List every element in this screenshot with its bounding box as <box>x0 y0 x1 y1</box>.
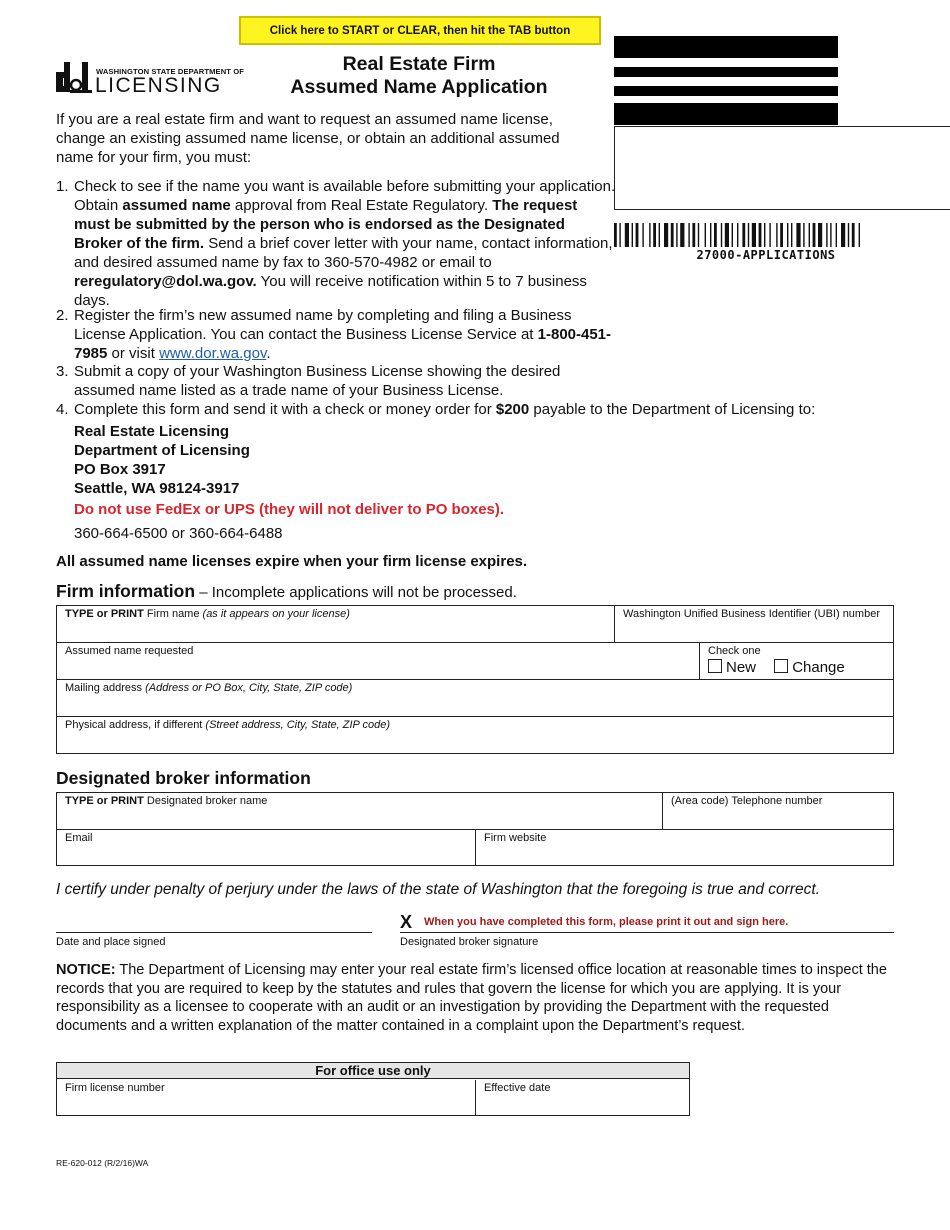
barcode-stripe <box>813 223 816 247</box>
barcode-stripe <box>721 223 722 247</box>
email-input[interactable] <box>61 847 471 863</box>
barcode-stripe <box>714 223 717 247</box>
barcode-stripe <box>759 223 762 247</box>
check-one-cell <box>699 642 894 680</box>
start-clear-button[interactable]: Click here to START or CLEAR, then hit the TAB button <box>239 16 601 45</box>
step-text <box>74 400 936 419</box>
barcode-stripe <box>852 223 855 247</box>
step-text-part: You will receive notification within 5 to 7 business days. <box>74 273 587 309</box>
expiration-note: All assumed name licenses expire when your firm license expires. <box>56 553 528 570</box>
ubi-input[interactable] <box>619 624 889 640</box>
assumed-name-cell <box>56 642 700 680</box>
physical-address-cell <box>56 716 894 754</box>
barcode-stripe <box>796 223 800 247</box>
barcode-stripe <box>830 223 831 247</box>
effective-date-label: Effective date <box>484 1082 551 1094</box>
step-1 <box>56 177 616 310</box>
step-text-part: Check to see if the name you want is available before submitting your application. Obtain <box>74 178 616 214</box>
physical-address-label: Physical address, if different (Street address, City, State, ZIP code) <box>65 719 391 731</box>
barcode-stripe <box>848 223 849 247</box>
barcode-stripe <box>803 223 804 247</box>
barcode-stripe <box>748 223 749 247</box>
office-stamp-box <box>614 126 950 210</box>
step-3 <box>56 362 616 400</box>
barcode-stripe <box>692 223 695 247</box>
new-checkbox-label: New <box>726 659 757 676</box>
barcode-stripe <box>826 223 827 247</box>
barcode-stripe <box>680 223 684 247</box>
change-checkbox-label: Change <box>792 659 845 676</box>
step-text <box>74 306 616 363</box>
barcode-stripe <box>752 223 756 247</box>
barcode-stripe <box>769 223 770 247</box>
certification-statement: I certify under penalty of perjury under the laws of the state of Washington that the foregoing is true and correct. <box>56 881 820 898</box>
firm-license-number-label: Firm license number <box>65 1082 165 1094</box>
barcode-stripe <box>725 223 729 247</box>
barcode-stripe <box>742 223 745 247</box>
broker-name-label: TYPE or PRINT Designated broker name <box>65 795 268 807</box>
office-use-heading: For office use only <box>57 1063 689 1079</box>
barcode-stripe <box>791 223 792 247</box>
sign-here-x-icon: X <box>400 912 413 932</box>
telephone-cell <box>662 792 894 830</box>
firm-section-heading <box>56 581 517 602</box>
intro-paragraph: If you are a real estate firm and want to request an assumed name license, change an existing assumed name license, or obtain an additional assumed name for your firm, you must: <box>56 111 560 166</box>
office-use-table <box>56 1062 690 1116</box>
step-number: 4. <box>56 401 69 418</box>
barcode-stripe <box>818 223 822 247</box>
email-cell <box>56 829 476 866</box>
step-text <box>74 177 616 310</box>
step-text-part: approval from Real Estate Regulatory. <box>230 197 493 214</box>
assumed-name-label: Assumed name requested <box>65 645 194 657</box>
effective-date-cell <box>476 1080 690 1116</box>
barcode-text: 27000-APPLICATIONS <box>696 248 836 262</box>
physical-address-input[interactable] <box>61 735 889 751</box>
change-checkbox[interactable] <box>774 659 788 673</box>
address-line: Real Estate Licensing <box>74 423 230 440</box>
firm-name-cell <box>56 605 615 643</box>
step-text: Submit a copy of your Washington Business License showing the desired assumed name listed as a trade name of your Business License. <box>74 363 561 399</box>
barcode-stripe <box>787 223 788 247</box>
form-code: RE-620-012 (R/2/16)WA <box>56 1158 149 1168</box>
barcode-stripe <box>705 223 706 247</box>
website-label: Firm website <box>484 832 547 844</box>
new-checkbox[interactable] <box>708 659 722 673</box>
dor-website-link[interactable]: www.dor.wa.gov <box>159 345 267 362</box>
phone-number: 1-800-451-7985 <box>74 326 612 362</box>
barcode-stripe <box>841 223 845 247</box>
barcode-stripe <box>664 223 668 247</box>
step-number: 2. <box>56 307 69 324</box>
step-text-part: or visit <box>107 345 160 362</box>
barcode-stripe <box>859 223 860 247</box>
barcode-stripe <box>764 223 765 247</box>
barcode-stripe <box>676 223 677 247</box>
logo-licensing-text: LICENSING <box>95 74 222 97</box>
website-input[interactable] <box>480 847 889 863</box>
assumed-name-input[interactable] <box>61 661 695 677</box>
step-2 <box>56 306 616 363</box>
mailing-address-label: Mailing address (Address or PO Box, City, State, ZIP code) <box>65 682 353 694</box>
barcode-stripe <box>653 223 656 247</box>
barcode-stripe <box>671 223 674 247</box>
date-place-label: Date and place signed <box>56 936 166 948</box>
title-line-2: Assumed Name Application <box>290 76 548 98</box>
signature-label: Designated broker signature <box>400 936 539 948</box>
notice-label: NOTICE: <box>56 962 116 978</box>
address-line: Department of Licensing <box>74 442 250 459</box>
dol-logo-icon <box>56 60 94 96</box>
ubi-cell <box>614 605 894 643</box>
signature-note: When you have completed this form, please print it out and sign here. <box>424 916 789 928</box>
firm-license-number-cell <box>57 1080 476 1116</box>
logo-department-text: WASHINGTON STATE DEPARTMENT OF <box>96 67 244 76</box>
broker-name-cell <box>56 792 663 830</box>
step-number: 1. <box>56 178 69 195</box>
step-text-part: payable to the Department of Licensing to: <box>529 401 816 418</box>
shipping-warning: Do not use FedEx or UPS (they will not deliver to PO boxes). <box>74 501 505 518</box>
page-title <box>240 53 598 99</box>
barcode-stripe <box>636 223 639 247</box>
barcode-stripe <box>710 223 711 247</box>
barcode-stripe <box>659 223 660 247</box>
firm-name-label: TYPE or PRINT Firm name (as it appears on your license) <box>65 608 350 620</box>
step-text-part: Send a brief cover letter with your name, contact information, and desired assumed name by fax to 360-570-4982 or email to <box>74 235 613 271</box>
mailing-address-cell <box>56 679 894 717</box>
step-text-bold: The request must be submitted by the person who is endorsed as the Designated Broker of the firm. <box>74 197 578 252</box>
barcode-stripe <box>632 223 633 247</box>
email-address: reregulatory@dol.wa.gov. <box>74 273 257 290</box>
notice-paragraph <box>56 961 901 1035</box>
date-place-input[interactable] <box>56 915 372 933</box>
check-one-label: Check one <box>708 645 761 657</box>
barcode-stripe <box>619 223 620 247</box>
broker-section-heading: Designated broker information <box>56 768 311 788</box>
firm-name-input[interactable] <box>61 624 610 640</box>
step-text-part: Complete this form and send it with a check or money order for <box>74 401 496 418</box>
section-subtitle: – Incomplete applications will not be processed. <box>195 584 517 601</box>
barcode-stripe <box>698 223 699 247</box>
step-text-bold: assumed name <box>122 197 231 214</box>
telephone-label: (Area code) Telephone number <box>671 795 823 807</box>
dol-logo <box>56 60 244 97</box>
barcode-stripe <box>625 223 629 247</box>
mailing-address-block <box>74 422 250 498</box>
section-title: Firm information <box>56 581 196 601</box>
barcode-stripe <box>732 223 733 247</box>
barcode-stripe <box>836 223 837 247</box>
barcode-stripe <box>649 223 650 247</box>
barcode-stripe <box>688 223 689 247</box>
barcode-stripe <box>642 223 643 247</box>
address-line: PO Box 3917 <box>74 461 166 478</box>
telephone-input[interactable] <box>667 811 889 827</box>
address-line: Seattle, WA 98124-3917 <box>74 480 240 497</box>
barcode-stripe <box>809 223 810 247</box>
redaction-bar <box>614 67 838 77</box>
barcode-stripe <box>776 223 777 247</box>
fee-amount: $200 <box>495 401 530 418</box>
step-4 <box>56 400 936 419</box>
email-label: Email <box>65 832 93 844</box>
title-line-1: Real Estate Firm <box>342 53 496 75</box>
contact-phones: 360-664-6500 or 360-664-6488 <box>74 525 283 542</box>
step-number: 3. <box>56 363 69 380</box>
redaction-bar <box>614 86 838 96</box>
mailing-address-input[interactable] <box>61 698 889 714</box>
step-text-part: Register the firm’s new assumed name by completing and filing a Business License Application. You can contact the Business License Service at <box>74 307 572 343</box>
broker-name-input[interactable] <box>61 811 658 827</box>
barcode-stripe <box>737 223 738 247</box>
signature-line <box>400 932 894 933</box>
website-cell <box>475 829 894 866</box>
step-text-part: . <box>266 345 271 362</box>
redaction-bar <box>614 103 838 125</box>
barcode <box>614 223 896 247</box>
ubi-label: Washington Unified Business Identifier (UBI) number <box>623 608 880 620</box>
barcode-stripe <box>780 223 783 247</box>
redaction-bar <box>614 36 838 58</box>
notice-text: The Department of Licensing may enter your real estate firm’s licensed office location at reasonable times to inspect the records that you are required to keep by the statutes and rules that govern the license for which you are applying. It is your responsibility as a licensee to cooperate with an audit or an investigation by providing the Department with the requested documents and a written explanation of the matter contained in a complaint upon the Department’s request. <box>56 962 887 1034</box>
